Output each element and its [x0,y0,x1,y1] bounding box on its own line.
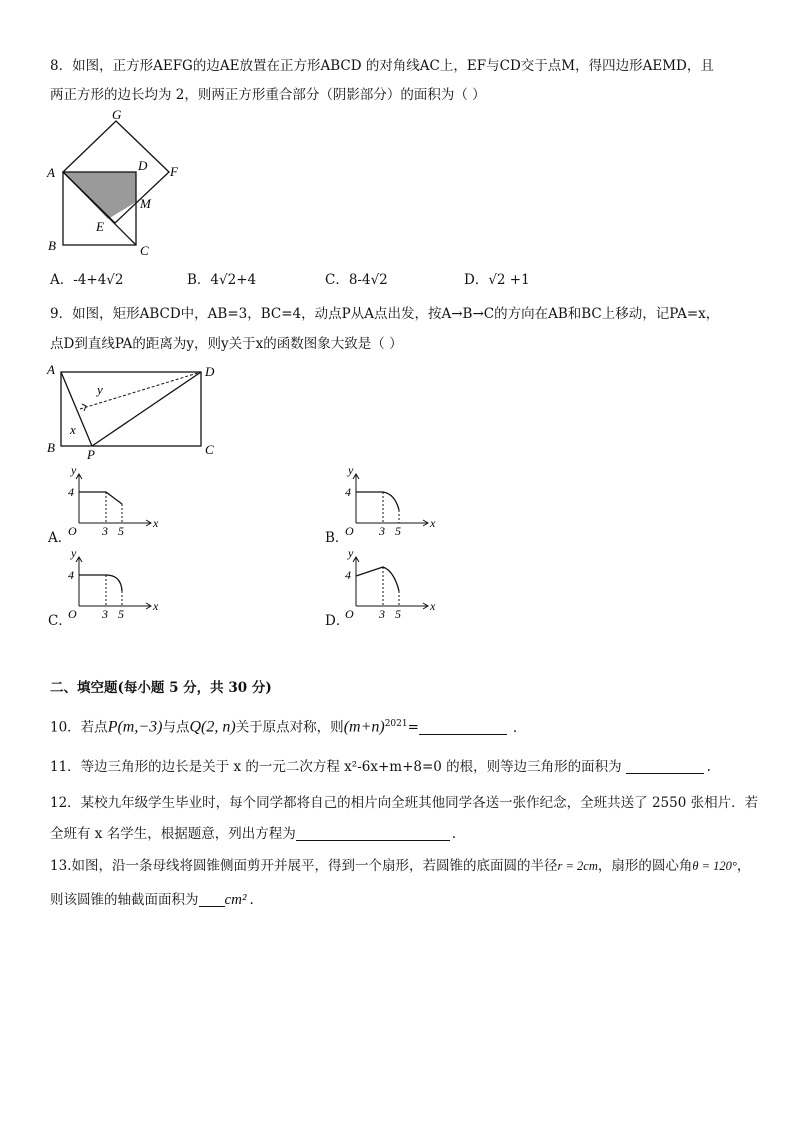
q10-answer-blank[interactable] [419,720,507,735]
label-p: P [87,447,95,462]
q13-radius: r = 2cm [557,859,598,873]
q10-post: 关于原点对称，则 [235,719,344,736]
label-3: 3 [102,607,108,621]
q9-figure [45,362,215,462]
q10-expr: (m+n) [343,718,385,736]
label-o: O [68,607,77,621]
right-angle-mark [82,404,86,411]
label-4: 4 [68,568,74,582]
q10-exponent: 2021 [384,719,408,729]
curve [356,567,399,591]
q8-figure [45,108,205,258]
label-g: G [112,107,122,122]
label-4: 4 [345,485,351,499]
graph-b [342,462,452,542]
q13-mid: ，扇形的圆心角 [597,858,693,874]
label-3: 3 [102,524,108,538]
q10 [50,714,517,738]
q11 [50,757,711,777]
q12-line2: 全班有 x 名学生，根据题意，列出方程为 [50,826,296,842]
label-m: M [140,196,151,211]
q8-option-a[interactable]: A．-4+4√2 [50,272,124,288]
q13-end1: ， [736,858,751,874]
label-5: 5 [395,524,401,538]
q13-line1: 13.如图，沿一条母线将圆锥侧面剪开并展平，得到一个扇形，若圆锥的底面圆的半径 [50,858,558,874]
q8-option-d[interactable]: D．√2 +1 [464,272,530,288]
label-e: E [96,219,104,234]
label-b: B [48,238,56,253]
label-4: 4 [68,485,74,499]
q9-line2: 点D到直线PA的距离为y，则y关于x的函数图象大致是（ ） [50,336,403,352]
q10-point-q: Q(2, n) [189,718,236,736]
q12-end: . [451,826,456,842]
label-x: x [70,422,76,437]
curve [356,492,399,510]
q8-option-c[interactable]: C．8-4√2 [325,272,388,288]
q9-option-d[interactable]: D． [325,613,350,629]
label-x: x [153,516,159,530]
label-o: O [345,607,354,621]
segment-ap [61,372,92,446]
label-o: O [345,524,354,538]
label-f: F [170,164,178,179]
q9-line1: 9．如图，矩形ABCD中，AB=3，BC=4，动点P从A点出发，按A→B→C的方向在AB和BC上移动，记PA=x， [50,306,720,322]
label-c: C [205,442,214,457]
q12-line2-row [50,824,456,844]
q13-unit: cm² [224,892,247,908]
q10-mid: 与点 [162,719,190,736]
label-y: y [348,463,354,477]
label-4: 4 [345,568,351,582]
label-5: 5 [118,607,124,621]
label-y: y [71,546,77,560]
label-d: D [138,158,148,173]
label-d: D [205,364,215,379]
graph-a [65,462,175,542]
q13-line2: 则该圆锥的轴截面面积为 [50,892,199,908]
label-x: x [153,599,159,613]
q9-option-b[interactable]: B． [325,530,349,546]
label-y: y [97,382,103,397]
q10-pre: 10．若点 [50,719,108,736]
q10-end: . [512,719,518,736]
label-y: y [71,463,77,477]
section-heading: 二、填空题(每小题 5 分，共 30 分) [50,680,272,696]
label-3: 3 [379,524,385,538]
q8-line2: 两正方形的边长均为 2，则两正方形重合部分（阴影部分）的面积为（ ） [50,87,486,103]
q11-end: . [706,759,711,775]
label-3: 3 [379,607,385,621]
q8-option-b[interactable]: B．4√2+4 [187,272,257,288]
label-x: x [430,516,436,530]
label-b: B [47,440,55,455]
shaded-region-aemd [63,172,136,219]
q9-option-a[interactable]: A． [48,530,72,546]
label-c: C [140,243,149,258]
curve [79,575,122,591]
curve [79,492,122,504]
rectangle-abcd [61,372,201,446]
q13-line1-row [50,856,750,876]
label-a: A [47,362,55,377]
q11-text: 11．等边三角形的边长是关于 x 的一元二次方程 x²-6x+m+8=0 的根，则等边三角形的面积为 [50,759,622,775]
label-5: 5 [395,607,401,621]
label-x: x [430,599,436,613]
label-5: 5 [118,524,124,538]
q10-point-p: P(m,−3) [107,718,163,736]
q13-end2: . [249,892,254,908]
label-o: O [68,524,77,538]
graph-d [342,545,452,625]
q8-line1: 8．如图，正方形AEFG的边AE放置在正方形ABCD 的对角线AC上，EF与CD交于点M，得四边形AEMD，且 [50,58,714,74]
label-a: A [47,165,55,180]
q12-line1: 12．某校九年级学生毕业时，每个同学都将自己的相片向全班其他同学各送一张作纪念，全班共送了 2550 张相片．若 [50,795,759,811]
graph-c [65,545,175,625]
q12-answer-blank[interactable] [296,826,450,841]
q9-option-c[interactable]: C． [48,613,72,629]
q10-eq: = [407,719,419,736]
label-y: y [348,546,354,560]
q13-answer-blank[interactable] [199,892,225,907]
q13-angle: θ = 120° [692,859,737,873]
segment-pd [92,372,201,446]
q11-answer-blank[interactable] [626,759,704,774]
q13-line2-row [50,890,254,910]
